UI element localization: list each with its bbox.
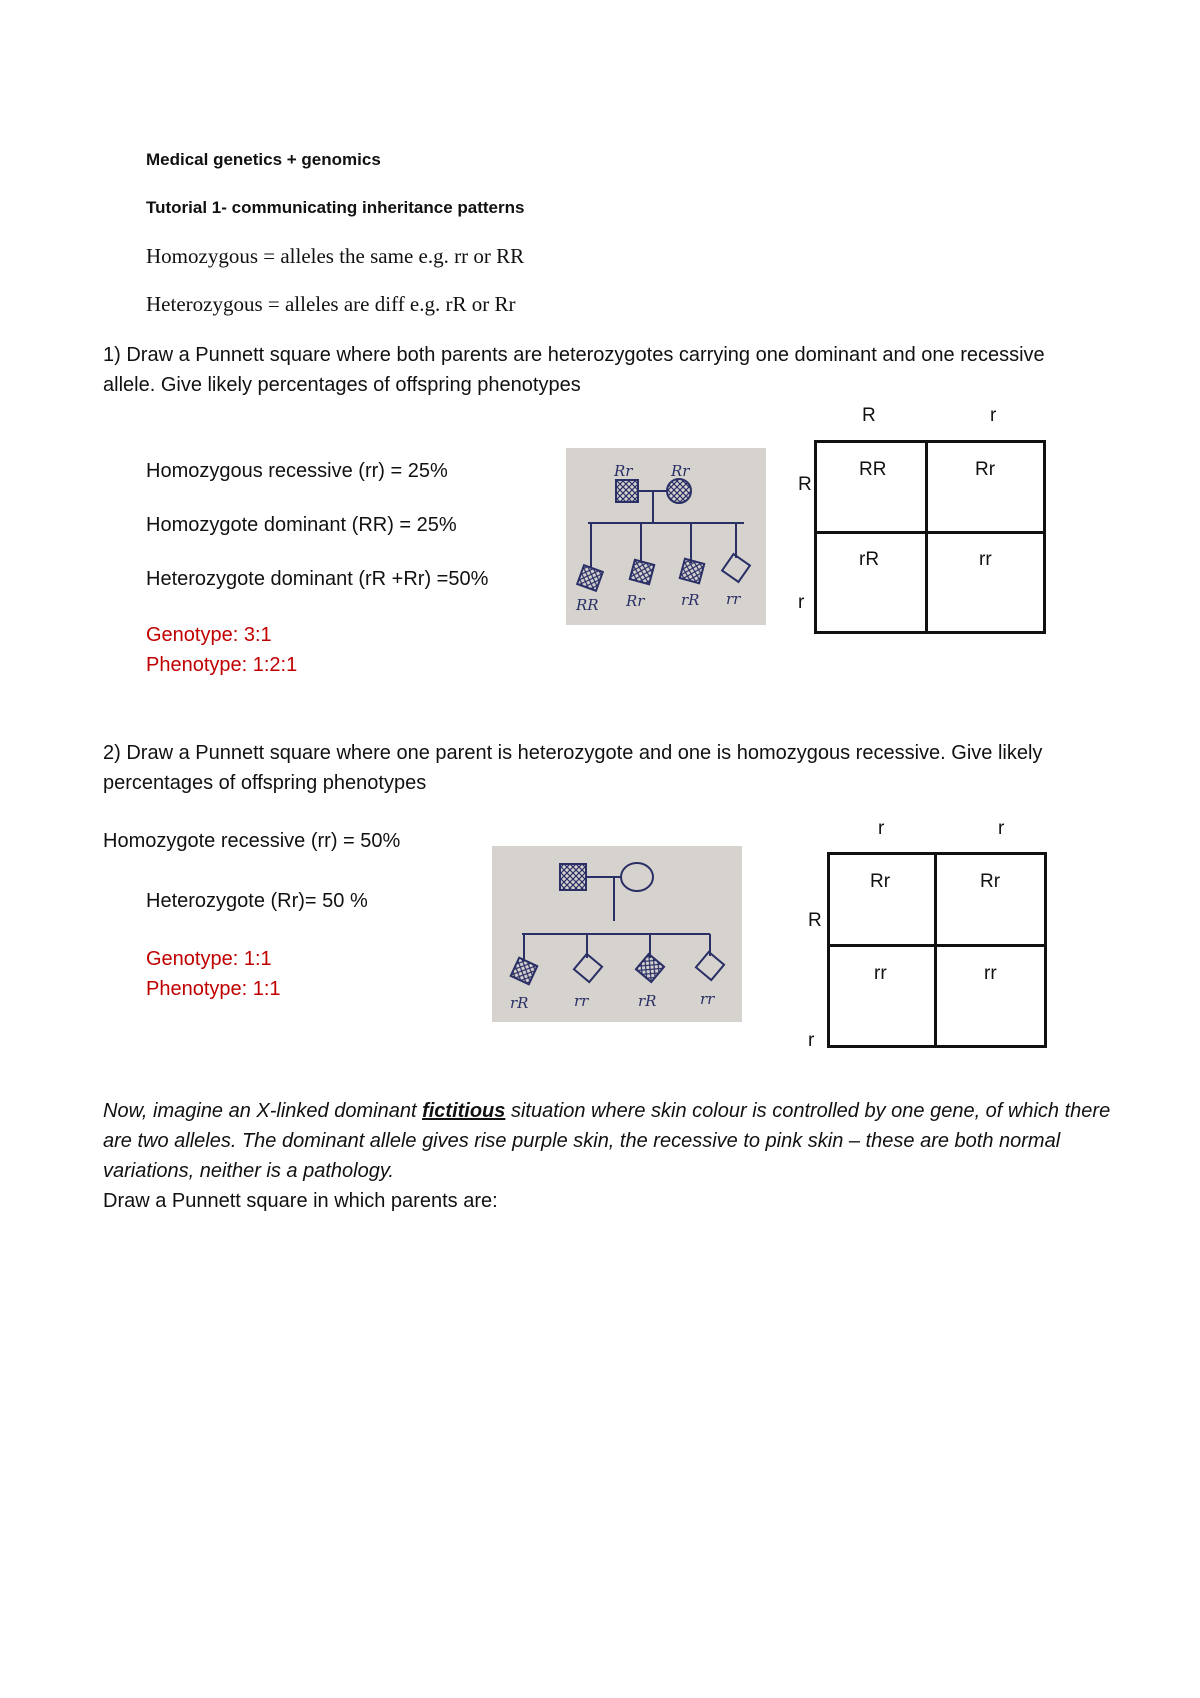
q1-row-header-2: r <box>798 592 805 613</box>
q3-intro-underlined: fictitious <box>422 1100 506 1122</box>
q2-cell-1-2: Rr <box>980 871 1001 892</box>
q1-cell-1-1: RR <box>859 459 887 480</box>
q2-pedigree-drawing <box>492 846 742 1022</box>
q1-row-header-1: R <box>798 474 812 495</box>
definition-homozygous: Homozygous = alleles the same e.g. rr or RR <box>146 244 525 268</box>
question-3-intro <box>103 1096 1113 1186</box>
q2-col-header-2: r <box>998 818 1005 839</box>
q1-child3-label: rR <box>681 591 700 609</box>
question-1: 1) Draw a Punnett square where both parents are heterozygotes carrying one dominant and one recessive allele. Give likely percentages of offspring phenotypes <box>103 344 1045 396</box>
q1-parent-male-shape <box>616 480 638 502</box>
q1-col-header-1: R <box>862 405 876 426</box>
q2-cell-2-2: rr <box>984 963 997 984</box>
q2-punnett-square <box>827 852 1047 1048</box>
q1-child4-label: rr <box>726 590 741 608</box>
q1-heterozygote-dominant: Heterozygote dominant (rR +Rr) =50% <box>146 568 489 590</box>
q1-cell-1-2: Rr <box>975 459 996 480</box>
question-3-instruction: Draw a Punnett square in which parents are: <box>103 1190 498 1212</box>
q3-intro-post: situation where skin colour is controlled by one gene, of which there are two alleles. The dominant allele gives rise purple skin, the recessive to pink skin – these are both normal variations, neither is a pathology. <box>103 1100 1111 1182</box>
q2-pedigree-photo <box>492 846 742 1022</box>
q2-child1-label: rR <box>510 994 529 1012</box>
q2-row-header-2: r <box>808 1030 815 1051</box>
q1-phenotype-ratio: Phenotype: 1:2:1 <box>146 654 298 676</box>
q1-punnett-square <box>814 440 1046 634</box>
q2-child3-label: rR <box>638 992 657 1010</box>
q1-genotype-ratio: Genotype: 3:1 <box>146 624 272 646</box>
q3-intro-pre: Now, imagine an X-linked dominant <box>103 1100 423 1122</box>
tutorial-title: Tutorial 1- communicating inheritance patterns <box>146 198 525 217</box>
q2-genotype-ratio: Genotype: 1:1 <box>146 948 272 970</box>
q2-cell-1-1: Rr <box>870 871 891 892</box>
q1-child1-label: RR <box>576 596 599 614</box>
q2-child4-label: rr <box>700 990 715 1008</box>
q2-cell-2-1: rr <box>874 963 887 984</box>
q2-homozygote-recessive: Homozygote recessive (rr) = 50% <box>103 830 401 852</box>
q1-homozygous-recessive: Homozygous recessive (rr) = 25% <box>146 460 448 482</box>
q1-col-header-2: r <box>990 405 997 426</box>
question-2: 2) Draw a Punnett square where one parent is heterozygote and one is homozygous recessive. Give likely percentages of offspring phenotypes <box>103 742 1043 794</box>
q1-parent2-label: Rr <box>671 462 690 480</box>
q1-homozygote-dominant: Homozygote dominant (RR) = 25% <box>146 514 457 536</box>
q2-col-header-1: r <box>878 818 885 839</box>
q1-pedigree-drawing <box>566 448 766 625</box>
q1-parent-female-shape <box>667 479 691 503</box>
q1-cell-2-2: rr <box>979 549 992 570</box>
q2-child2-label: rr <box>574 992 589 1010</box>
q1-parent1-label: Rr <box>614 462 633 480</box>
course-title: Medical genetics + genomics <box>146 150 381 169</box>
q2-row-header-1: R <box>808 910 822 931</box>
q1-child2-label: Rr <box>626 592 645 610</box>
q2-heterozygote: Heterozygote (Rr)= 50 % <box>146 890 368 912</box>
q1-pedigree-photo <box>566 448 766 625</box>
q1-cell-2-1: rR <box>859 549 880 570</box>
q2-phenotype-ratio: Phenotype: 1:1 <box>146 978 281 1000</box>
definition-heterozygous: Heterozygous = alleles are diff e.g. rR or Rr <box>146 292 516 316</box>
